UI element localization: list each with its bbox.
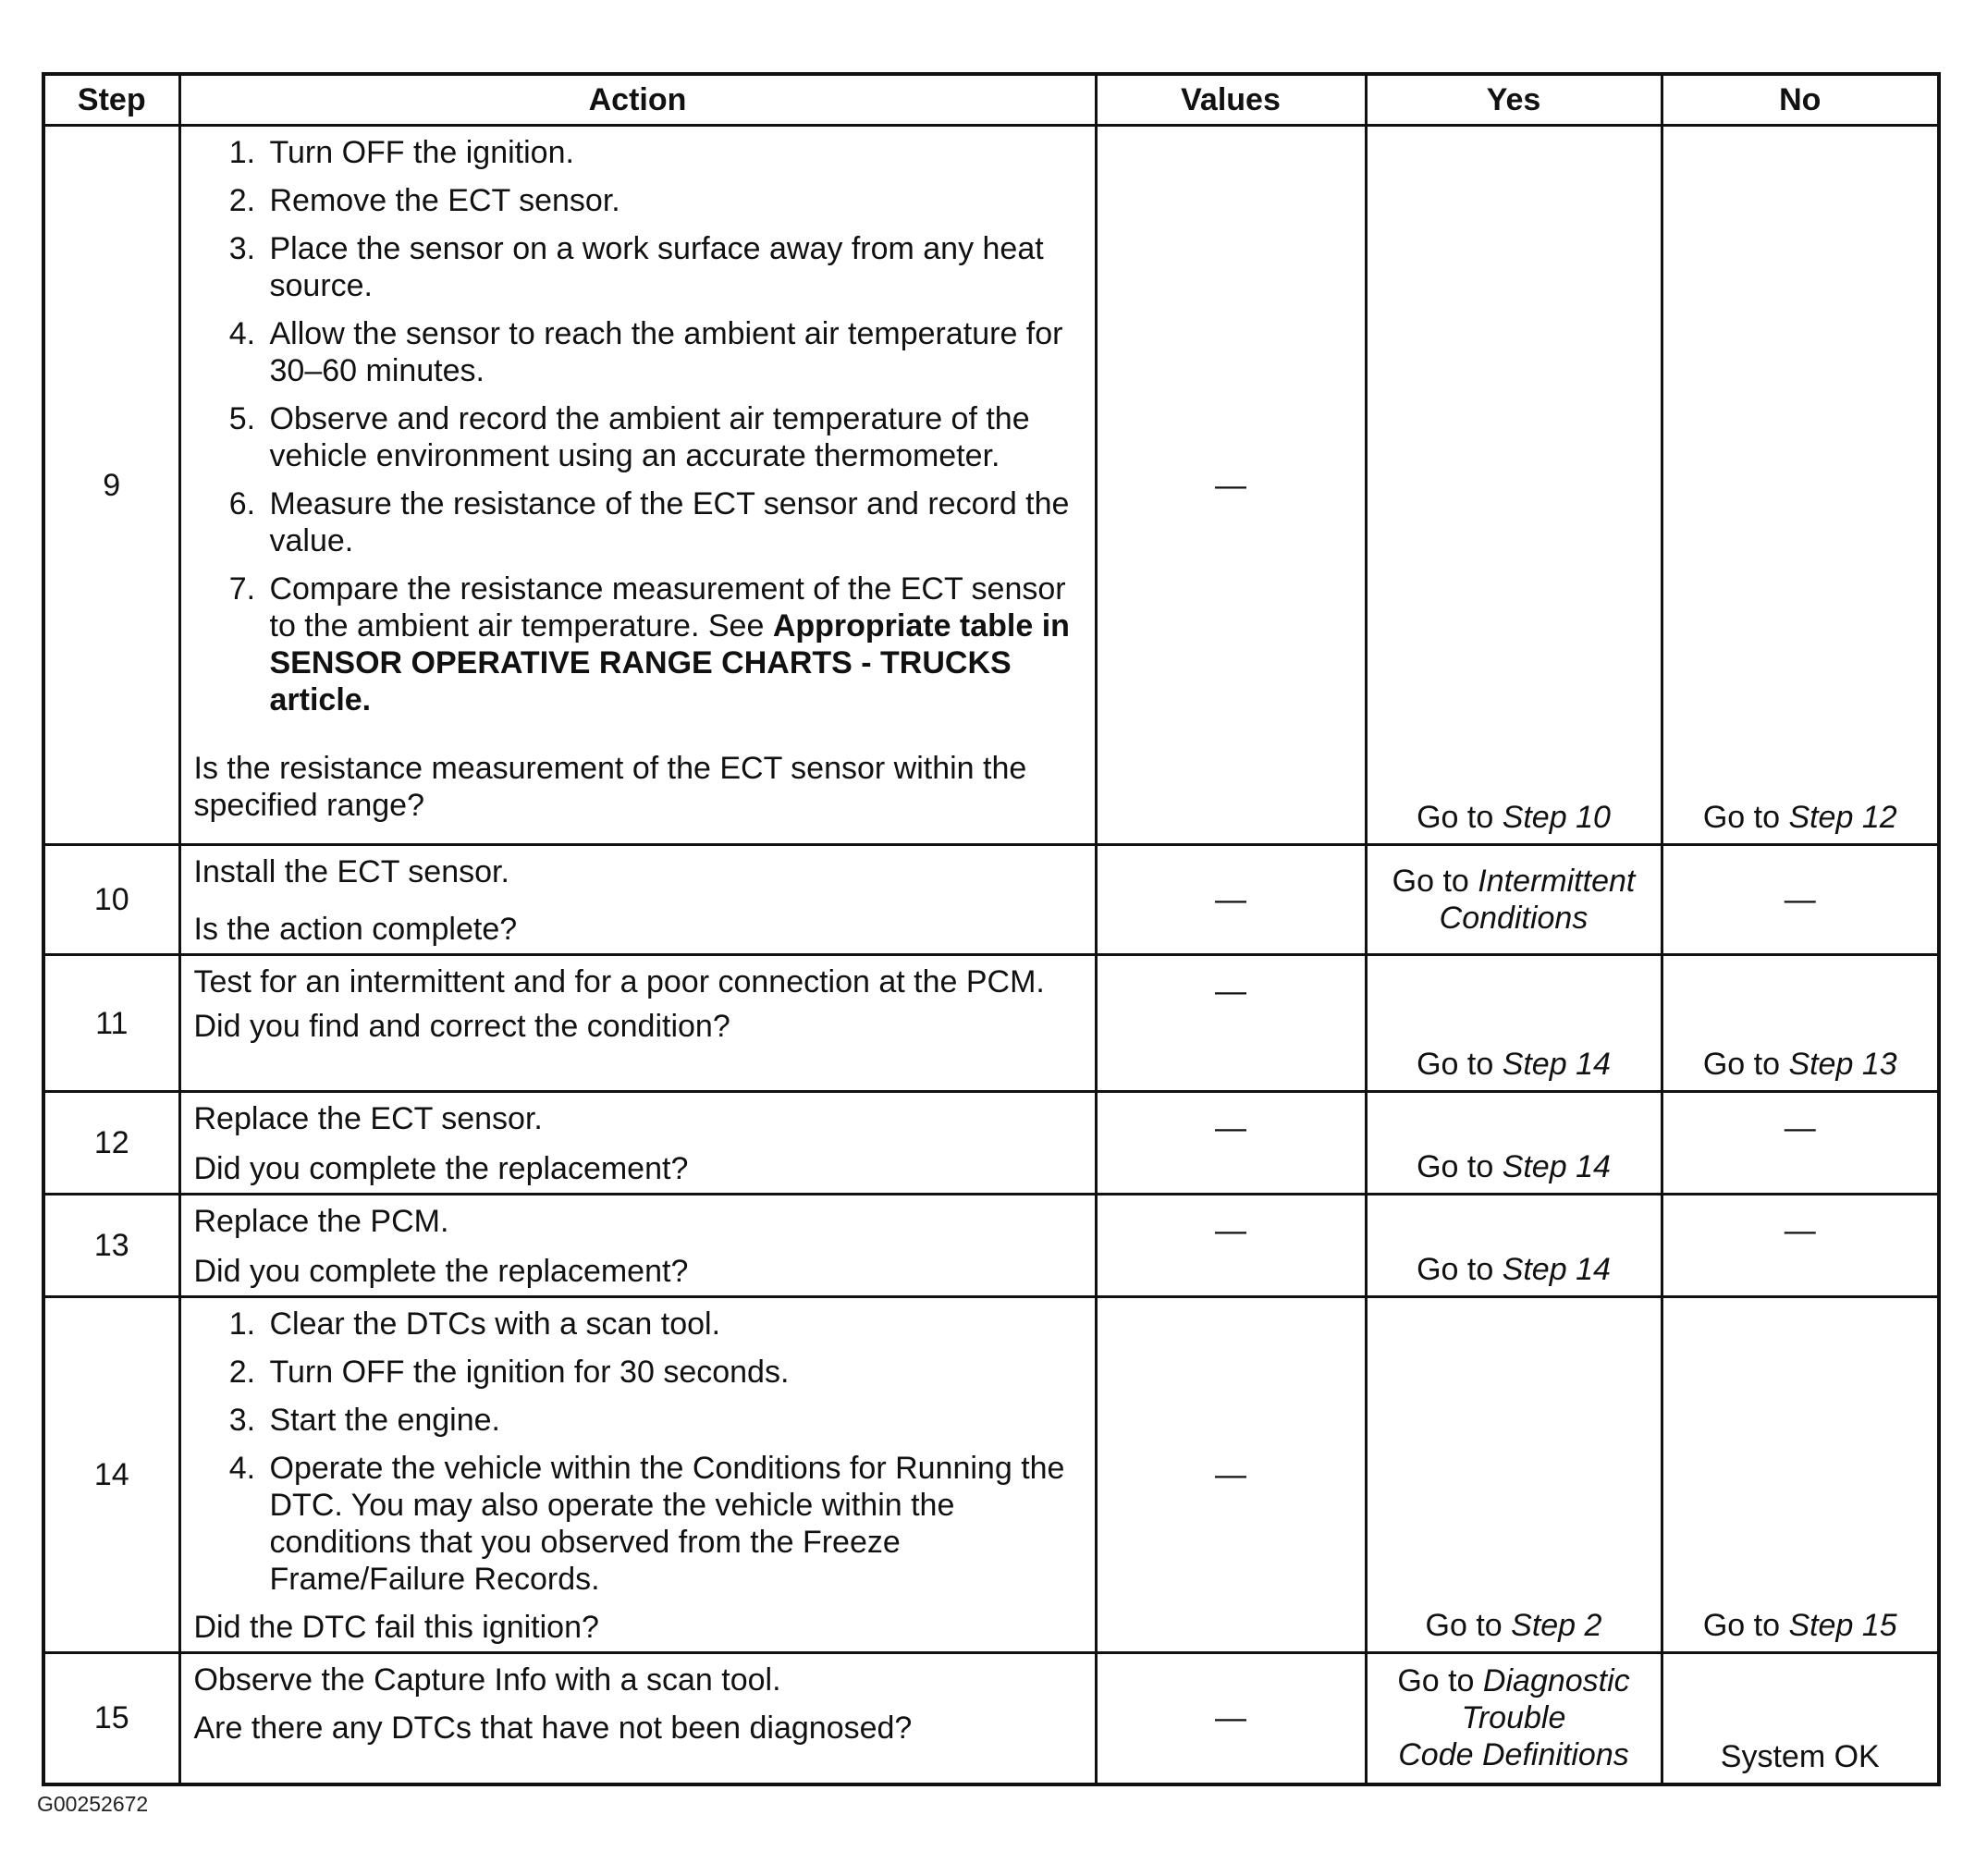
header-action: Action <box>179 74 1096 126</box>
step-link[interactable]: Step 14 <box>1502 1047 1611 1082</box>
step-link[interactable]: Step 10 <box>1502 800 1611 835</box>
step-number: 13 <box>43 1195 179 1297</box>
header-row <box>43 74 1939 126</box>
question-text: Did you complete the replacement? <box>193 1151 689 1186</box>
no-cell: — <box>1662 1092 1939 1195</box>
action-item: 4. Operate the vehicle within the Conditions for Running the DTC. You may also operate the vehicle within the conditions that you observed from the Freeze Frame/Failure Records. <box>264 1450 1082 1598</box>
step-number: 15 <box>43 1653 179 1784</box>
table-row-step-9 <box>43 126 1939 845</box>
step-number: 10 <box>43 845 179 955</box>
dtc-definitions-link[interactable]: Trouble <box>1461 1700 1566 1736</box>
step-number: 9 <box>43 126 179 845</box>
action-item: 1. Clear the DTCs with a scan tool. <box>264 1306 1082 1343</box>
header-no: No <box>1662 74 1939 126</box>
table-row-step-14 <box>43 1297 1939 1653</box>
action-cell <box>179 1092 1096 1195</box>
header-step: Step <box>43 74 179 126</box>
action-text: Observe the Capture Info with a scan tool. <box>193 1662 781 1698</box>
action-text: Compare the resistance measurement of the ECT sensor to the ambient air temperature. See <box>269 571 1066 644</box>
action-item: 2. Remove the ECT sensor. <box>264 182 1082 219</box>
action-item: 3. Place the sensor on a work surface away from any heat source. <box>264 230 1082 304</box>
question-text: Did the DTC fail this ignition? <box>193 1610 599 1645</box>
question-text: Is the resistance measurement of the ECT sensor within the specified range? <box>193 751 1027 823</box>
action-item: 1. Turn OFF the ignition. <box>264 134 1082 171</box>
go-to-text: Go to <box>1702 1608 1789 1643</box>
action-item: 2. Turn OFF the ignition for 30 seconds. <box>264 1354 1082 1391</box>
yes-cell <box>1366 126 1662 845</box>
action-list <box>194 1306 1082 1598</box>
action-item: 3. Start the engine. <box>264 1402 1082 1439</box>
action-text: Install the ECT sensor. <box>193 854 509 889</box>
diagnostic-table <box>42 72 1941 1786</box>
no-cell <box>1662 955 1939 1092</box>
go-to-text: Go to <box>1702 800 1789 835</box>
yes-cell <box>1366 1653 1662 1784</box>
step-link[interactable]: Step 14 <box>1502 1252 1611 1287</box>
values-cell: — <box>1096 955 1366 1092</box>
go-to-text: Go to <box>1417 1149 1503 1184</box>
action-text: Replace the PCM. <box>193 1204 449 1239</box>
intermittent-link[interactable]: Conditions <box>1439 901 1589 936</box>
table-row-step-12 <box>43 1092 1939 1195</box>
go-to-text: Go to <box>1417 800 1503 835</box>
yes-cell <box>1366 1092 1662 1195</box>
question-text: Did you complete the replacement? <box>193 1254 689 1289</box>
go-to-text: Go to <box>1397 1663 1483 1699</box>
no-cell <box>1662 1297 1939 1653</box>
values-cell: — <box>1096 1195 1366 1297</box>
action-text: Replace the ECT sensor. <box>193 1101 543 1136</box>
step-link[interactable]: Step 15 <box>1788 1608 1897 1643</box>
table-row-step-15 <box>43 1653 1939 1784</box>
go-to-text: Go to <box>1417 1252 1503 1287</box>
values-cell: — <box>1096 1092 1366 1195</box>
no-cell: — <box>1662 845 1939 955</box>
action-text: Test for an intermittent and for a poor connection at the PCM. <box>193 964 1045 999</box>
step-link[interactable]: Step 2 <box>1511 1608 1602 1643</box>
action-cell <box>179 1653 1096 1784</box>
step-number: 12 <box>43 1092 179 1195</box>
table-row-step-11 <box>43 955 1939 1092</box>
header-yes: Yes <box>1366 74 1662 126</box>
dtc-definitions-link[interactable]: Diagnostic <box>1482 1663 1630 1699</box>
go-to-text: Go to <box>1417 1047 1503 1082</box>
yes-cell <box>1366 955 1662 1092</box>
figure-id: G00252672 <box>37 1792 149 1816</box>
yes-cell <box>1366 1195 1662 1297</box>
dtc-definitions-link[interactable]: Code Definitions <box>1398 1737 1629 1773</box>
article-reference: Appropriate table in SENSOR OPERATIVE RANGE CHARTS - TRUCKS article. <box>269 608 1070 717</box>
yes-cell <box>1366 845 1662 955</box>
action-item: 5. Observe and record the ambient air temperature of the vehicle environment using an accurate thermometer. <box>264 400 1082 474</box>
step-link[interactable]: Step 13 <box>1788 1047 1897 1082</box>
yes-cell <box>1366 1297 1662 1653</box>
values-cell: — <box>1096 126 1366 845</box>
step-number: 14 <box>43 1297 179 1653</box>
no-cell <box>1662 126 1939 845</box>
header-values: Values <box>1096 74 1366 126</box>
action-item <box>264 570 1082 718</box>
step-link[interactable]: Step 14 <box>1502 1149 1611 1184</box>
no-cell: System OK <box>1662 1653 1939 1784</box>
table-row-step-10 <box>43 845 1939 955</box>
action-item: 4. Allow the sensor to reach the ambient air temperature for 30–60 minutes. <box>264 315 1082 389</box>
values-cell: — <box>1096 845 1366 955</box>
table-row-step-13 <box>43 1195 1939 1297</box>
action-list <box>194 134 1082 718</box>
action-cell <box>179 126 1096 845</box>
action-cell <box>179 1297 1096 1653</box>
no-cell: — <box>1662 1195 1939 1297</box>
action-cell <box>179 1195 1096 1297</box>
step-link[interactable]: Step 12 <box>1788 800 1897 835</box>
intermittent-link[interactable]: Intermittent <box>1478 864 1636 899</box>
go-to-text: Go to <box>1702 1047 1789 1082</box>
action-item: 6. Measure the resistance of the ECT sensor and record the value. <box>264 485 1082 559</box>
action-cell <box>179 955 1096 1092</box>
values-cell: — <box>1096 1297 1366 1653</box>
values-cell: — <box>1096 1653 1366 1784</box>
step-number: 11 <box>43 955 179 1092</box>
go-to-text: Go to <box>1425 1608 1512 1643</box>
question-text: Is the action complete? <box>193 912 518 947</box>
question-text: Are there any DTCs that have not been diagnosed? <box>193 1710 913 1746</box>
go-to-text: Go to <box>1392 864 1478 899</box>
question-text: Did you find and correct the condition? <box>193 1009 730 1044</box>
action-cell <box>179 845 1096 955</box>
